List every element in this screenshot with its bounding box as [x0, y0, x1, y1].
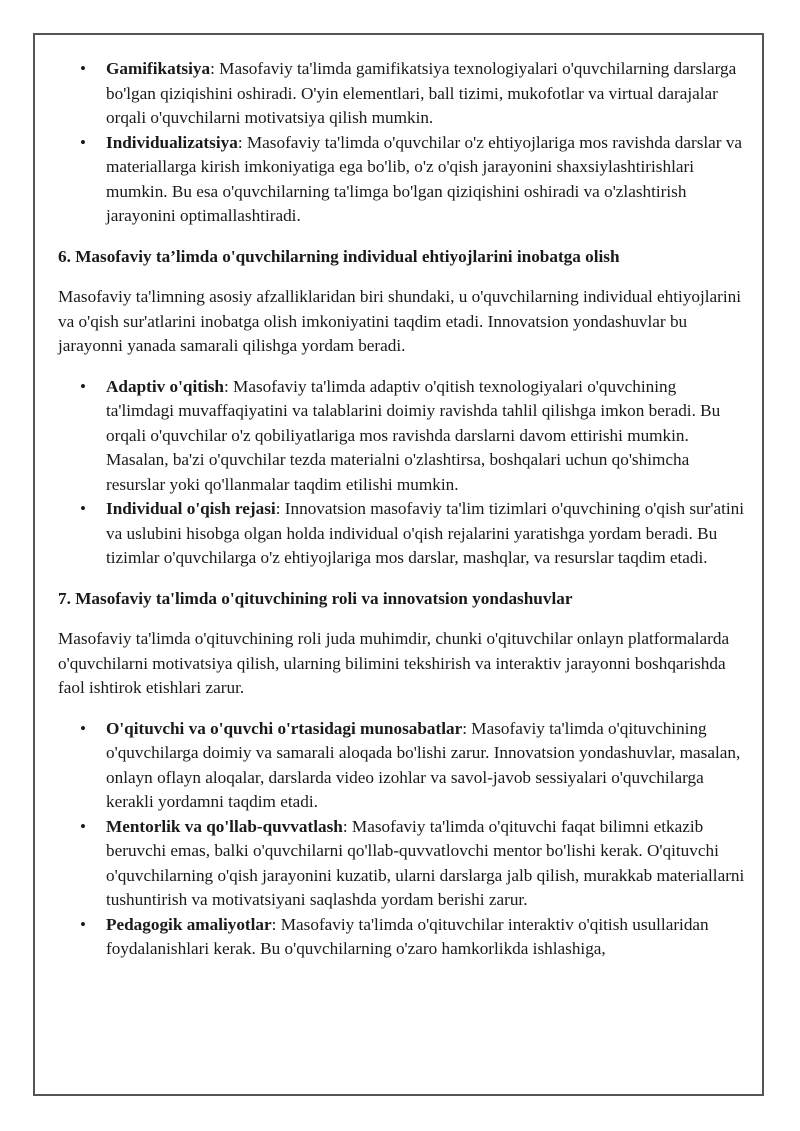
list-item [58, 57, 748, 131]
bullet-text: : Masofaviy ta'limda o'qituvchi faqat bilimni etkazib beruvchi emas, balki o'quvchilarni qo'llab-quvvatlovchi mentor bo'lishi kerak. O'qituvchi o'quvchilarning o'qish jarayonini kuzatib, ularni darslarga jalb qilish, murakkab materiallarni tushuntirish va motivatsiyani saqlashda yordam berishi zarur. [106, 816, 745, 909]
section-7-bullet-list [58, 717, 748, 962]
section-7-heading: 7. Masofaviy ta'limda o'qituvchining roli va innovatsion yondashuvlar [58, 588, 573, 608]
section-6-heading: 6. Masofaviy ta’limda o'quvchilarning individual ehtiyojlarini inobatga olish [58, 246, 620, 266]
list-item [58, 375, 748, 498]
bullet-text: : Masofaviy ta'limda adaptiv o'qitish texnologiyalari o'quvchining ta'limdagi muvaffaqiyatini va talablarini doimiy ravishda tahlil qilishga imkon beradi. Bu orqali o'quvchilar o'z qobiliyatlariga mos ravishda darslarni davom ettirishi mumkin. Masalan, ba'zi o'quvchilar tezda materialni o'zlashtirsa, boshqalari uchun qo'shimcha resurslar yoki qo'llanmalar taqdim etilishi mumkin. [106, 376, 721, 494]
bullet-term: Adaptiv o'qitish [106, 376, 224, 396]
list-item [58, 815, 748, 913]
bullet-text: : Masofaviy ta'limda gamifikatsiya texnologiyalari o'quvchilarning darslarga bo'lgan qiziqishini oshiradi. O'yin elementlari, ball tizimi, mukofotlar va virtual darajalar orqali o'quvchilarni motivatsiya qilish mumkin. [106, 59, 737, 127]
bullet-term: Individual o'qish rejasi [106, 499, 276, 518]
bullet-text: : Masofaviy ta'limda o'qituvchilar interaktiv o'qitish usullaridan foydalanishlari kerak. Bu o'quvchilarning o'zaro hamkorlikda ishlashiga, [106, 914, 709, 958]
bullet-text: : Masofaviy ta'limda o'qituvchining o'quvchilarga doimiy va samarali aloqada bo'lishi zarur. Innovatsion yondashuvlar, masalan, onlayn oflayn aloqalar, darslarda video izohlar va savol-javob sessiyalari o'quvchilarga kerakli yordamni taqdim etadi. [106, 718, 741, 811]
list-item [58, 913, 748, 962]
bullet-term: O'qituvchi va o'quvchi o'rtasidagi munosabatlar [106, 718, 463, 738]
list-item [58, 717, 748, 815]
section-6-bullet-list [58, 375, 748, 571]
document-body [58, 57, 748, 962]
bullet-term: Pedagogik amaliyotlar [106, 914, 272, 934]
bullet-term: Gamifikatsiya [106, 59, 211, 78]
bullet-text: : Innovatsion masofaviy ta'lim tizimlari o'quvchining o'qish sur'atini va uslubini hisobga olgan holda individual o'qish rejalarini yaratishga yordam beradi. Bu tizimlar o'quvchilarga o'z ehtiyojlariga mos darslar, mashqlar, va resurslar taqdim etadi. [106, 499, 744, 567]
bullet-text: : Masofaviy ta'limda o'quvchilar o'z ehtiyojlariga mos ravishda darslar va materiallarga kirish imkoniyatiga ega bo'lib, o'z o'qish jarayonini shaxsiylashtirishlari mumkin. Bu esa o'quvchilarning ta'limga bo'lgan qiziqishini oshiradi va o'zlashtirish jarayonini optimallashtiradi. [106, 132, 743, 225]
bullet-term: Individualizatsiya [106, 132, 238, 152]
list-item [58, 497, 748, 571]
section-6-paragraph: Masofaviy ta'limning asosiy afzalliklaridan biri shundaki, u o'quvchilarning individual ehtiyojlarini va o'qish sur'atlarini inobatga olish imkoniyatini taqdim etadi. Innovatsion yondashuvlar bu jarayonni yanada samarali qilishga yordam beradi. [58, 287, 742, 355]
bullet-term: Mentorlik va qo'llab-quvvatlash [106, 816, 343, 836]
top-bullet-list [58, 57, 748, 229]
list-item [58, 131, 748, 229]
section-7-paragraph: Masofaviy ta'limda o'qituvchining roli juda muhimdir, chunki o'qituvchilar onlayn platformalarda o'quvchilarni motivatsiya qilish, ularning bilimini tekshirish va interaktiv jarayonni boshqarishda faol ishtirok etishlari zarur. [58, 629, 730, 697]
